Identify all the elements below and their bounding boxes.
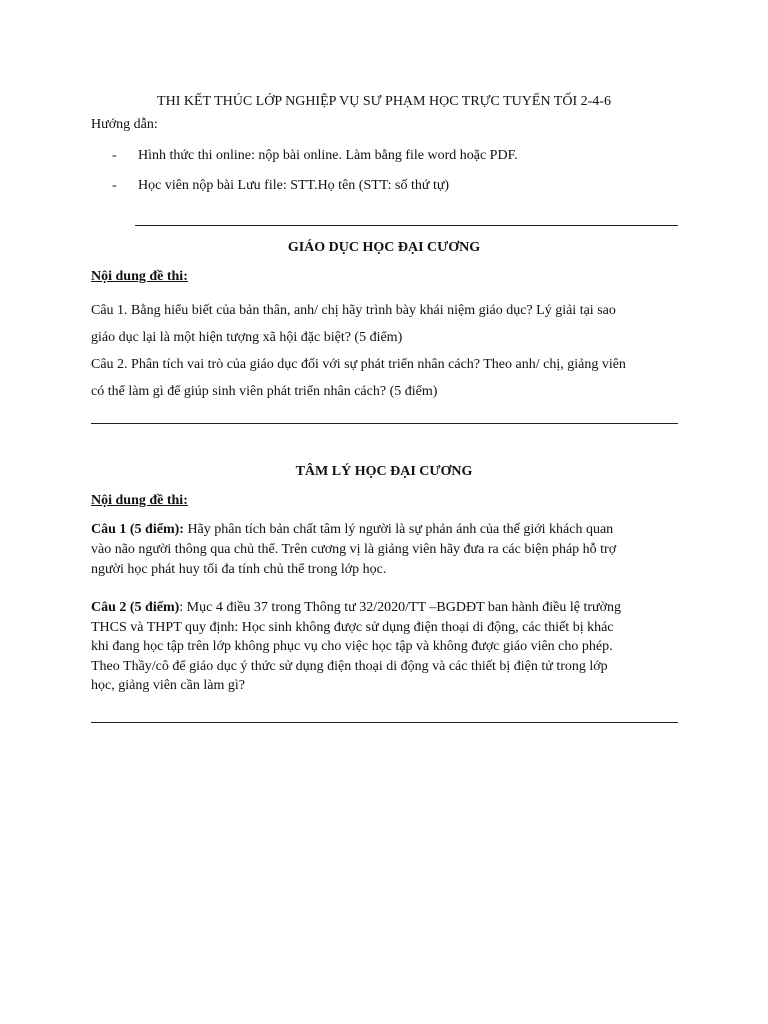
divider: [135, 225, 678, 226]
question-line: THCS và THPT quy định: Học sinh không được sử dụng điện thoại di động, các thiết bị khác: [91, 619, 614, 635]
question-line: Câu 1. Bằng hiểu biết của bản thân, anh/ chị hãy trình bày khái niệm giáo dục? Lý giải tại sao: [91, 303, 616, 318]
guide-label: Hướng dẫn:: [91, 117, 158, 132]
question-2: [91, 351, 678, 405]
divider: [91, 423, 678, 424]
exam-title: THI KẾT THÚC LỚP NGHIỆP VỤ SƯ PHẠM HỌC TRỰC TUYẾN TỐI 2-4-6: [157, 94, 611, 109]
question-line: học, giảng viên cần làm gì?: [91, 678, 245, 693]
instruction-bullet: [112, 148, 518, 164]
instruction-bullet: [112, 178, 449, 194]
question-line: giáo dục lại là một hiện tượng xã hội đặc biệt? (5 điểm): [91, 330, 403, 345]
bullet-dash: -: [112, 148, 117, 163]
content-label: Nội dung đề thi:: [91, 493, 188, 508]
question-line: [91, 598, 678, 618]
question-2: [91, 598, 678, 696]
question-line: có thể làm gì để giúp sinh viên phát triển nhân cách? (5 điểm): [91, 384, 438, 399]
section-title: GIÁO DỤC HỌC ĐẠI CƯƠNG: [287, 240, 481, 255]
question-line: vào não người thông qua chủ thể. Trên cương vị là giảng viên hãy đưa ra các biện pháp hỗ trợ: [91, 542, 617, 557]
question-1: [91, 520, 678, 580]
question-line: [91, 520, 678, 540]
section-title: TÂM LÝ HỌC ĐẠI CƯƠNG: [295, 464, 473, 479]
question-1: [91, 297, 678, 351]
bullet-text: Học viên nộp bài Lưu file: STT.Họ tên (STT: số thứ tự): [138, 178, 450, 193]
question-line: Theo Thầy/cô để giáo dục ý thức sử dụng điện thoại di động và các thiết bị điện tử trong lớp: [91, 658, 608, 674]
question-line: Câu 2. Phân tích vai trò của giáo dục đối với sự phát triển nhân cách? Theo anh/ chị, giảng viên: [91, 357, 626, 372]
bullet-dash: -: [112, 178, 117, 193]
question-line: khi đang học tập trên lớp không phục vụ cho việc học tập và không được giáo viên cho phép.: [91, 639, 613, 654]
question-line: người học phát huy tối đa tính chủ thể trong lớp học.: [91, 562, 387, 577]
content-label: Nội dung đề thi:: [91, 269, 188, 284]
question-text: Hãy phân tích bản chất tâm lý người là sự phản ánh của thế giới khách quan: [183, 522, 614, 537]
divider: [91, 722, 678, 723]
bullet-text: Hình thức thi online: nộp bài online. Làm bằng file word hoặc PDF.: [138, 148, 518, 163]
question-label: Câu 2 (5 điểm): [91, 600, 180, 615]
question-label: Câu 1 (5 điểm):: [91, 522, 184, 537]
question-text: : Mục 4 điều 37 trong Thông tư 32/2020/TT –BGDĐT ban hành điều lệ trường: [179, 600, 622, 615]
